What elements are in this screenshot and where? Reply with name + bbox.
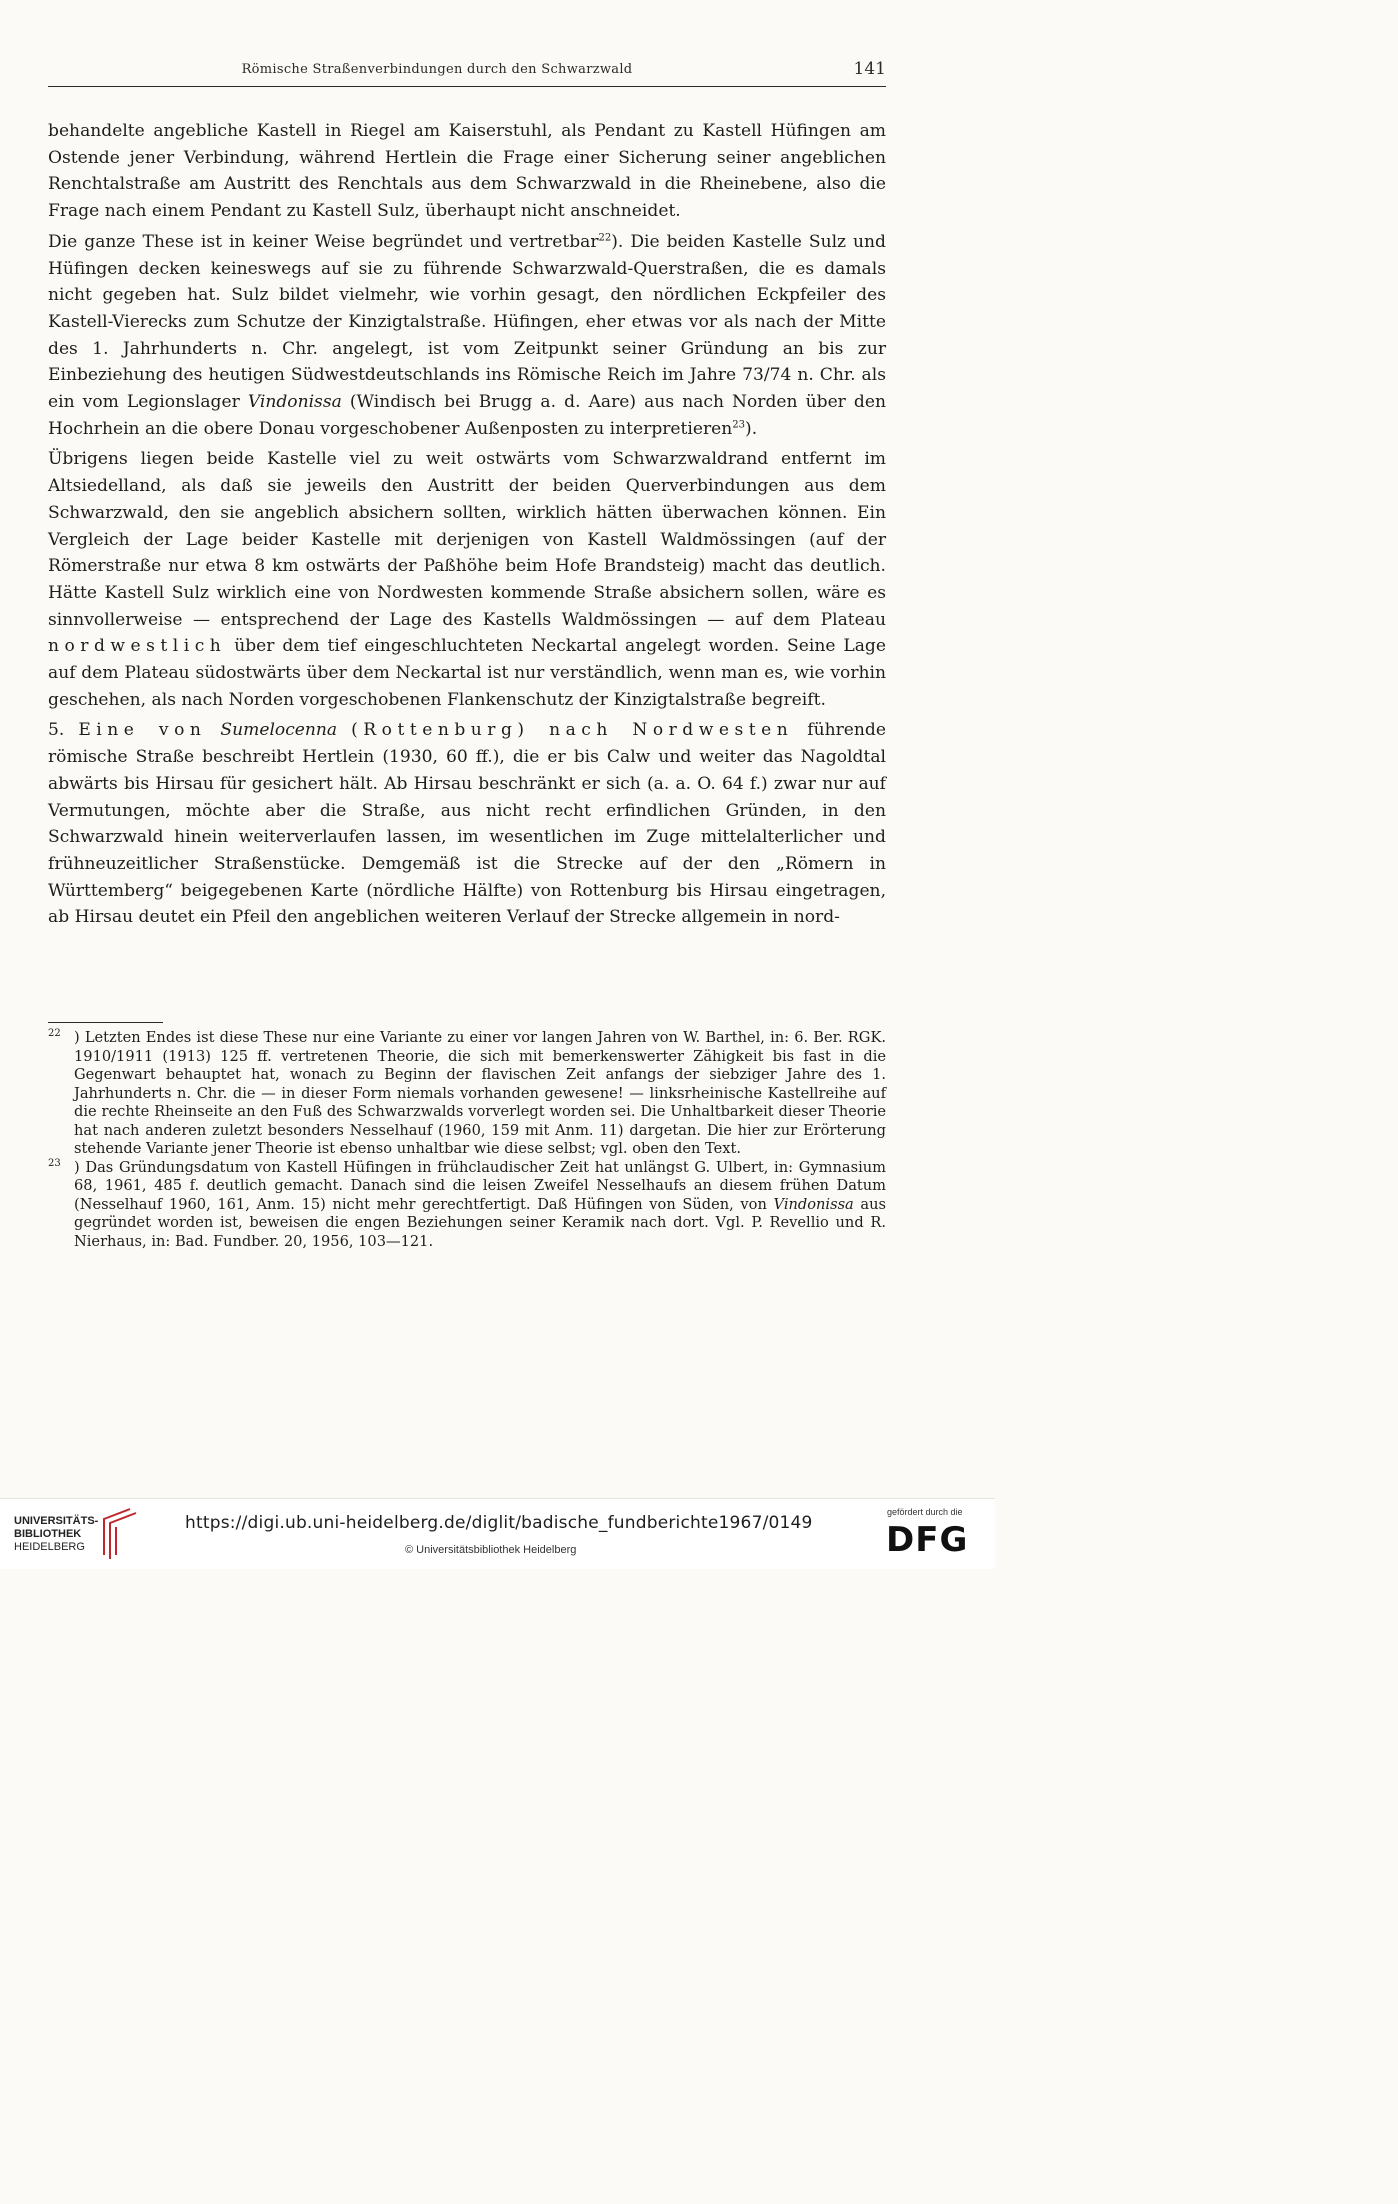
page-number: 141 [853,59,886,79]
footnote-text: ) Letzten Endes ist diese These nur eine Variante zu einer vor langen Jahren von W. Barthel, in: 6. Ber. RGK. 1910/1911 (1913) 125 ff. vertretenen Theorie, die sich mit bemerkenswerter Zähigkeit bis fast in die Gegenwart behauptet hat, wonach zu Beginn der flavischen Zeit anfangs der siebziger Jahre des 1. Jahrhunderts n. Chr. die — in dieser Form niemals vorhanden gewesene! — linksrheinische Kastellreihe auf die rechte Rheinseite an den Fuß des Schwarzwalds vorverlegt worden sei. Die Unhaltbarkeit dieser Theorie hat nach anderen zuletzt besonders Nesselhauf (1960, 159 mit Anm. 11) dargetan. Die hier zur Erörterung stehende Variante jener Theorie ist ebenso unhaltbar wie diese selbst; vgl. oben den Text. [74,1029,886,1157]
footnotes [48,1029,886,1251]
footnote-marker: 22 [48,1028,61,1039]
digitization-footer [0,1498,995,1569]
footnote-divider [48,1022,163,1023]
text-run: (Windisch bei Brugg a. d. Aare) aus nach Norden über den Hochrhein an die obere Donau vorgeschobener Außenposten zu interpretieren [48,392,886,439]
text-run: ). [745,418,758,439]
copyright-notice: © Universitätsbibliothek Heidelberg [405,1544,577,1556]
footnote-ref-22[interactable]: 22 [598,232,612,244]
library-line: UNIVERSITÄTS- [14,1515,99,1527]
library-line: BIBLIOTHEK [14,1528,82,1540]
running-title: Römische Straßenverbindungen durch den Schwarzwald [241,62,633,77]
spaced-emphasis: nordwestlich [48,636,227,657]
text-run: ). Die beiden Kastelle Sulz und Hüfingen decken keineswegs auf sie zu führende Schwarzwald-Querstraßen, die es damals nicht gegeben hat. Sulz bildet vielmehr, wie vorhin gesagt, den nördlichen Eckpfeiler des Kastell-Vierecks zum Schutze der Kinzigtalstraße. Hüfingen, eher etwas vor als nach der Mitte des 1. Jahrhunderts n. Chr. angelegt, ist vom Zeitpunkt seiner Gründung an bis zur Einbeziehung des heutigen Südwestdeutschlands ins Römische Reich im Jahre 73/74 n. Chr. als ein vom Legionslager [48,231,886,413]
text-run: führende römische Straße beschreibt Hertlein (1930, 60 ff.), die er bis Calw und weiter das Nagoldtal abwärts bis Hirsau für gesichert hält. Ab Hirsau beschränkt er sich (a. a. O. 64 f.) zwar nur auf Vermutungen, möchte aber die Straße, aus nicht recht erfindlichen Gründen, in den Schwarzwald hinein weiterverlaufen lassen, im wesentlichen im Zuge mittelalterlicher und frühneuzeitlicher Straßenstücke. Demgemäß ist die Strecke auf der den „Römern in Württemberg“ beigegebenen Karte (nördliche Hälfte) von Rottenburg bis Hirsau eingetragen, ab Hirsau deutet ein Pfeil den angeblichen weiteren Verlauf der Strecke allgemein in nord- [48,720,886,928]
footnote-text: aus gegründet worden ist, beweisen die engen Beziehungen seiner Keramik nach dort. Vgl. P. Revellio und R. Nierhaus, in: Bad. Fundber. 20, 1956, 103—121. [74,1195,887,1250]
text-run: über dem tief eingeschluchteten Neckartal angelegt worden. Seine Lage auf dem Plateau südostwärts über dem Neckartal ist nur verständlich, wenn man es, wie vorhin geschehen, als nach Norden vorgeschobenen Flankenschutz der Kinzigtalstraße begreift. [48,636,886,710]
paragraph-3 [48,446,886,713]
spaced-emphasis: (Rottenburg) nach Nordwesten [351,720,794,741]
running-header [48,58,886,87]
italic-term: Sumelocenna [220,720,338,741]
funding-note: gefördert durch die [887,1507,963,1517]
text-run: Die ganze These ist in keiner Weise begründet und vertretbar [48,231,599,252]
library-logo-icon [100,1505,140,1561]
paragraph-1: behandelte angebliche Kastell in Riegel am Kaiserstuhl, als Pendant zu Kastell Hüfingen am Ostende jener Verbindung, während Hertlein die Frage einer Sicherung seiner angeblichen Renchtalstraße am Austritt des Renchtals aus dem Schwarzwald in die Rheinebene, also die Frage nach einem Pendant zu Kastell Sulz, überhaupt nicht anschneidet. [48,121,886,222]
library-line: HEIDELBERG [14,1541,85,1553]
main-text [48,118,886,935]
library-name [14,1515,98,1554]
footnote-marker: 23 [48,1157,61,1169]
dfg-logo: DFG [886,1520,969,1560]
italic-term: Vindonissa [247,392,342,413]
text-run: Übrigens liegen beide Kastelle viel zu weit ostwärts vom Schwarzwaldrand entfernt im Altsiedelland, als daß sie jeweils den Austritt der beiden Querverbindungen aus dem Schwarzwald, den sie angeblich absichern sollten, wirklich hätten überwachen können. Ein Vergleich der Lage beider Kastelle mit derjenigen von Kastell Waldmössingen (auf der Römerstraße nur etwa 8 km ostwärts der Paßhöhe beim Hofe Brandsteig) macht das deutlich. Hätte Kastell Sulz wirklich eine von Nordwesten kommende Straße absichern sollen, wäre es sinnvollerweise — entsprechend der Lage des Kastells Waldmössingen — auf dem Plateau [48,449,886,630]
permalink-url[interactable]: https://digi.ub.uni-heidelberg.de/diglit/badische_fundberichte1967/0149 [185,1513,813,1533]
section-number: 5. [48,720,79,741]
paragraph-4 [48,717,886,931]
footnote-23 [48,1159,886,1252]
italic-term: Vindonissa [773,1195,854,1213]
paragraph-2 [48,229,886,443]
footnote-ref-23[interactable]: 23 [732,419,746,431]
spaced-emphasis: Eine von [78,720,207,741]
footnote-text: ) Das Gründungsdatum von Kastell Hüfingen in frühclaudischer Zeit hat unlängst G. Ulbert, in: Gymnasium 68, 1961, 485 f. deutlich gemacht. Danach sind die leisen Zweifel Nesselhaufs an diesem frühen Datum (Nesselhauf 1960, 161, Anm. 15) nicht mehr gerechtfertigt. Daß Hüfingen von Süden, von [74,1158,886,1213]
footnote-22 [48,1029,886,1159]
